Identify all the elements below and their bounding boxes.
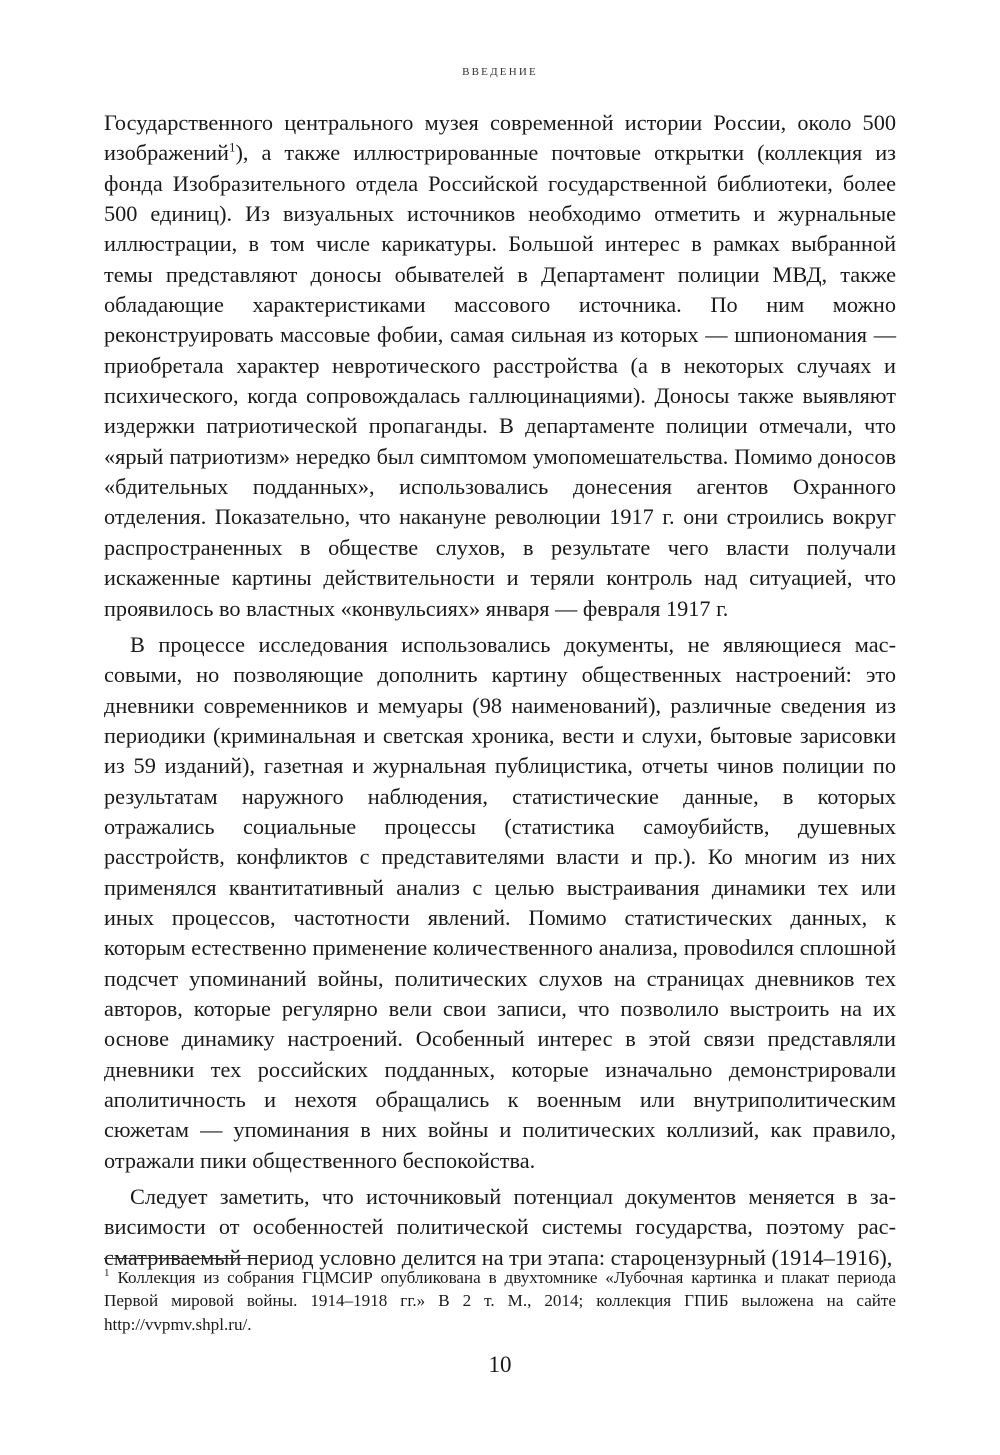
page-number: 10	[488, 1352, 512, 1377]
paragraph-2: В процессе исследования использовались документы, не являющиеся массовыми, но позволяющие дополнить картину общественных настроений: это дневники современников и мемуары (98 наименований), различные сведения из периодики (криминальная и светская хроника, вести и слухи, бытовые зарисовки из 59 изданий), газетная и журнальная публицистика, отчеты чинов полиции по результатам наружного наблюдения, статистические данные, в которых отражались социальные процессы (статистика самоубийств, душевных расстройств, конфликтов с представителями власти и пр.). Ко многим из них применялся квантитативный анализ с целью выстраивания динамики тех или иных процессов, частотности явлений. Помимо статистических данных, к которым естественно применение количественного анализа, провоdился сплошной подсчет упоминаний войны, политических слухов на страницах дневников тех авторов, которые регулярно вели свои записи, что позволило выстроить на их основе динамику настроений. Особенный интерес в этой связи представляли дневники тех российских подданных, которые изначально демонстрировали аполитичность и нехотя обращались к военным или внутриполитическим сюжетам — упоминания в них войны и политических коллизий, как правило, отражали пики общественного беспокойства.	[104, 631, 896, 1173]
footnote-marker: 1	[104, 1267, 110, 1280]
body-text	[104, 108, 896, 1273]
paragraph-3: Следует заметить, что источниковый потенциал документов меняется в зависимости от особенностей политической системы государства, поэтому рассматриваемый период условно делится на три этапа: староцензурный (1914–1916),	[104, 1184, 896, 1270]
running-head: ВВЕДЕНИЕ	[462, 66, 538, 78]
paragraph-1-before-footnote: Государственного центрального музея современной истории России, около 500 изображений	[104, 110, 896, 166]
footnote-reference: 1	[228, 139, 236, 155]
footnote-text: Коллекция из собрания ГЦМСИР опубликована в двухтомнике «Лубочная картинка и плакат периода Первой мировой войны. 1914–1918 гг.» В 2 т. М., 2014; коллекция ГПИБ выложена на сайте http://vvpmv.shpl.ru/.	[104, 1268, 896, 1334]
paragraph-1-after-footnote: ), а также иллюстрированные почтовые открытки (коллекция из фонда Изобразительного отдела Российской государственной библиотеки, более 500 единиц). Из визуальных источников необходимо отметить и журнальные иллюстрации, в том числе карикатуры. Большой интерес в рамках выбранной темы представляют доносы обывателей в Департамент полиции МВД, также обладающие характеристиками массового источника. По ним можно реконструировать массовые фобии, самая сильная из которых — шпиономания — приобретала характер невротического расстройства (а в некоторых случаях и психического, когда сопровождалась галлюцинациями). Доносы также выявляют издержки патриотической пропаганды. В департаменте полиции отмечали, что «ярый патриотизм» нередко был симптомом умопомешательства. Помимо доносов «бдительных подданных», использовались донесения агентов Охранного отделения. Показательно, что накануне революции 1917 г. они строились вокруг распространенных в обществе слухов, в результате чего власти получали искаженные картины действительности и теряли контроль над ситуацией, что проявилось во властных «конвульсиях» января — февраля 1917 г.	[104, 140, 896, 621]
footnote-divider	[104, 1258, 256, 1259]
paragraph-1	[104, 108, 896, 624]
footnote	[104, 1266, 896, 1336]
